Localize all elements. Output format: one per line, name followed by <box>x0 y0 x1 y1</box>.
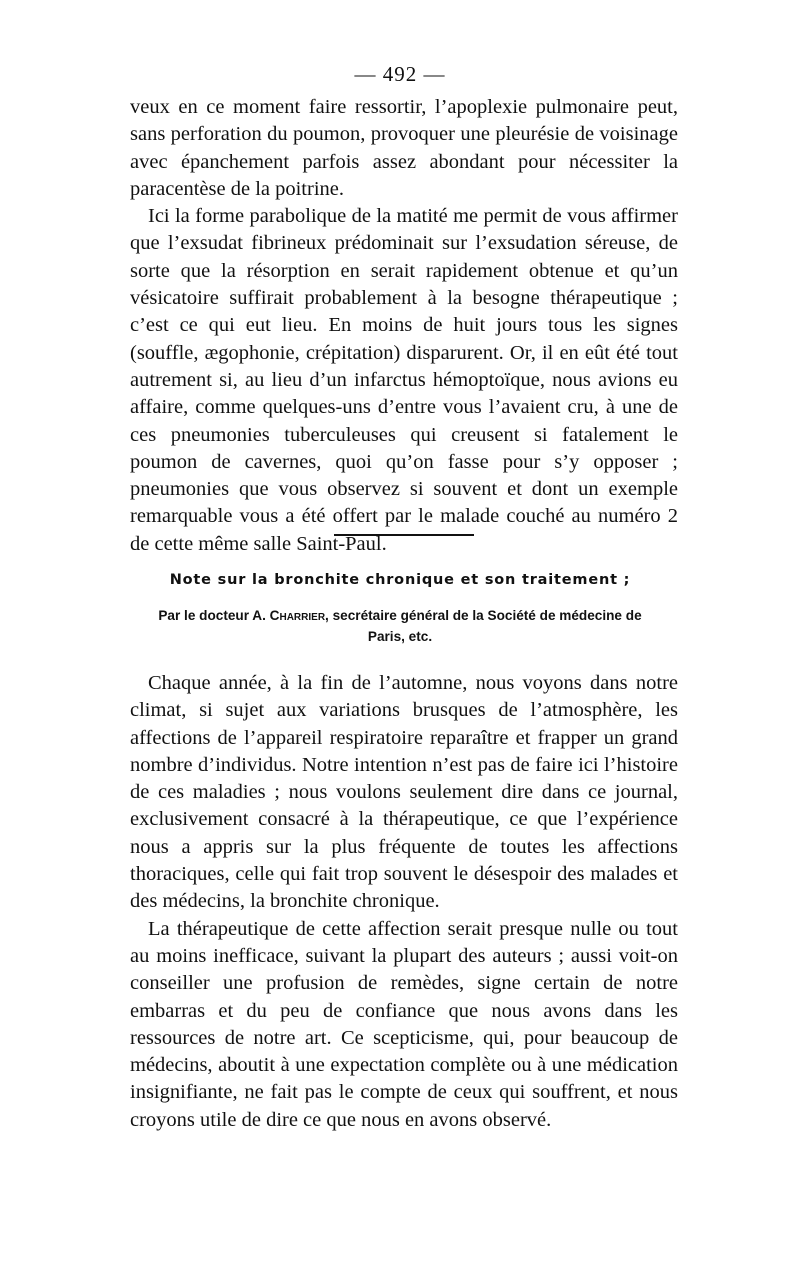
paragraph: veux en ce moment faire ressortir, l’apoplexie pulmonaire peut, sans perforation du poumon, provoquer une pleurésie de voisinage avec épanchement parfois assez abondant pour nécessiter la paracentèse de la poitrine. <box>130 96 678 200</box>
paragraph: Ici la forme parabolique de la matité me permit de vous affirmer que l’exsudat fibrineux prédominait sur l’exsudation séreuse, de sorte que la résorption en serait rapidement obtenue et qu’un vésicatoire suffirait probablement à la besogne thérapeutique ; c’est ce qui eut lieu. En moins de huit jours tous les signes (souffle, ægophonie, crépitation) disparurent. Or, il en eût été tout autrement si, au lieu d’un infarctus hémoptoïque, nous avions eu affaire, comme quelques-uns d’entre vous l’avaient cru, à une de ces pneumonies tuberculeuses qui creusent si fatalement le poumon de cavernes, quoi qu’on fasse pour s’y opposer ; pneumonies que vous observez si souvent et dont un exemple remarquable vous a été offert par le malade couché au numéro 2 de cette même salle Saint-Paul. <box>130 205 678 555</box>
paragraph: La thérapeutique de cette affection serait presque nulle ou tout au moins inefficace, suivant la plupart des auteurs ; aussi voit-on conseiller une profusion de remèdes, signe certain de notre embarras et du peu de confiance que nous avons dans les ressources de notre art. Ce scepticisme, qui, pour beaucoup de médecins, aboutit à une expectation complète ou à une médication insignifiante, ne fait pas le compte de ceux qui souffrent, et nous croyons utile de dire ce que nous en avons observé. <box>130 917 678 1131</box>
byline-prefix: Par le docteur A. <box>158 608 270 623</box>
article-text <box>130 670 678 1134</box>
continuation-text <box>130 94 678 558</box>
article-title: Note sur la bronchite chronique et son traitement ; <box>169 572 631 588</box>
page-number: — 492 — <box>354 62 446 86</box>
article-byline <box>150 605 650 647</box>
paragraph: Chaque année, à la fin de l’automne, nous voyons dans notre climat, si sujet aux variations brusques de l’atmosphère, les affections de l’appareil respiratoire reparaître et frapper un grand nombre d’individus. Notre intention n’est pas de faire ici l’histoire de ces maladies ; nous voulons seulement dire dans ce journal, exclusivement consacré à la thérapeutique, ce que l’expérience nous a appris sur la plus fréquente de toutes les affections thoraciques, celle qui fait trop souvent le désespoir des malades et des médecins, la bronchite chronique. <box>130 672 678 913</box>
byline-suffix: , secrétaire général de la Société de médecine de Paris, etc. <box>325 608 642 644</box>
author-name: Charrier <box>269 608 326 623</box>
section-divider <box>334 534 474 536</box>
